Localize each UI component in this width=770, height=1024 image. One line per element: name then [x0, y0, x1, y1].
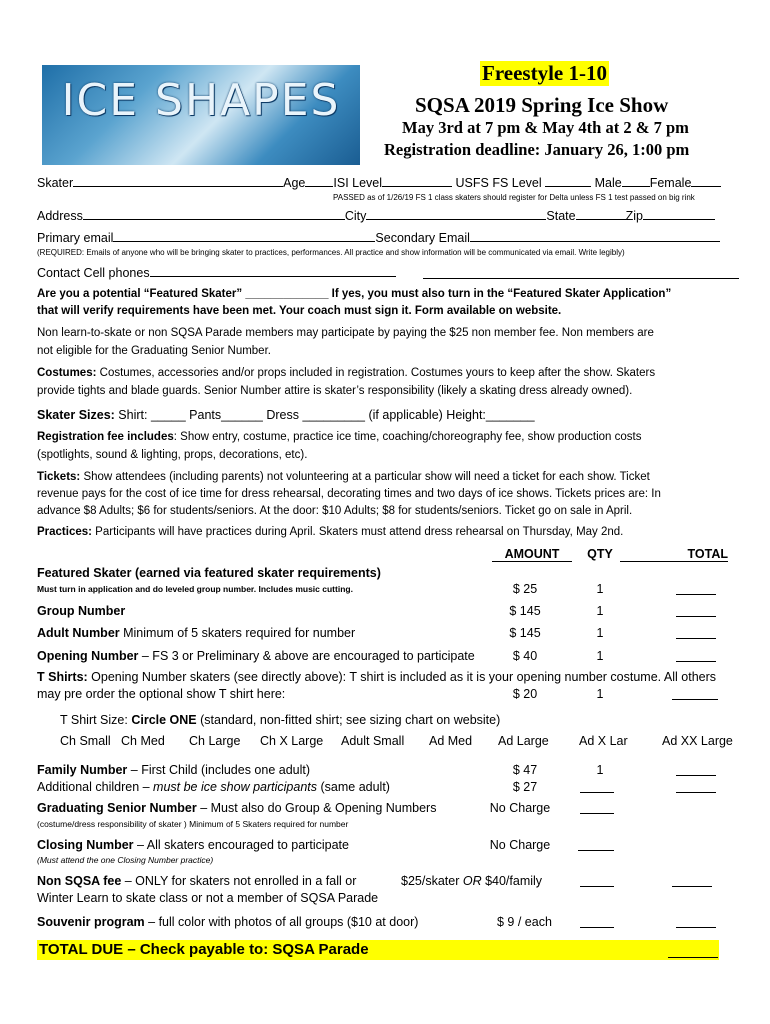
size-option[interactable]: Ad XX Large: [662, 734, 733, 748]
ice-shapes-logo: [42, 65, 360, 165]
registration-deadline: Registration deadline: January 26, 1:00 pm: [384, 140, 690, 159]
total-due-label: TOTAL DUE – Check payable to: SQSA Parade: [39, 941, 369, 958]
adult-qty: 1: [596, 626, 604, 640]
address-row: [37, 208, 715, 223]
closing-number-label: Closing Number: [37, 838, 134, 852]
primary-email-field[interactable]: [113, 230, 375, 242]
featured-qty: 1: [596, 582, 604, 596]
primary-email-label: Primary email: [37, 231, 114, 245]
isi-level-field[interactable]: [382, 175, 452, 187]
non-member-line2: not eligible for the Graduating Senior Number.: [37, 345, 271, 357]
non-sqsa-amount-post: $40/family: [481, 874, 543, 888]
tshirt-size-circle: Circle ONE: [131, 713, 197, 727]
grad-note: (costume/dress responsibility of skater ) Minimum of 5 Skaters required for number: [37, 819, 349, 829]
secondary-email-field[interactable]: [470, 230, 720, 242]
family-number-desc: – First Child (includes one adult): [127, 763, 311, 777]
featured-skater-label: Featured Skater (earned via featured skater requirements): [37, 566, 381, 580]
grad-senior-row: [37, 801, 436, 815]
closing-note: (Must attend the one Closing Number practice): [37, 855, 214, 865]
contact-cell-field-2[interactable]: [423, 278, 739, 279]
costumes-line1: [37, 367, 655, 379]
family-number-label: Family Number: [37, 763, 128, 777]
non-sqsa-total[interactable]: [672, 886, 712, 887]
size-option[interactable]: Ad Large: [498, 734, 549, 748]
contact-cell-label: Contact Cell phones: [37, 266, 150, 280]
tickets-line2: revenue pays for the cost of ice time for dress rehearsal, decorating times and two days of ice shows. Tickets prices are: In: [37, 488, 661, 500]
non-member-line1: Non learn-to-skate or non SQSA Parade members may participate by paying the $25 non member fee. Non members are: [37, 327, 654, 339]
state-field[interactable]: [576, 208, 626, 220]
page-title: SQSA 2019 Spring Ice Show: [415, 93, 669, 117]
non-sqsa-qty[interactable]: [580, 886, 614, 887]
tshirt-total[interactable]: [672, 699, 718, 700]
family-qty: 1: [596, 763, 604, 777]
tshirt-size-post: (standard, non-fitted shirt; see sizing chart on website): [196, 713, 501, 727]
group-total[interactable]: [676, 616, 716, 617]
contact-row: [37, 265, 396, 280]
tshirt-qty: 1: [596, 687, 604, 701]
email-row: [37, 230, 720, 245]
tshirt-label: T Shirts:: [37, 670, 88, 684]
passed-note: PASSED as of 1/26/19 FS 1 class skaters should register for Delta unless FS 1 test passed on big rink: [333, 193, 695, 202]
adult-number-row: [37, 626, 355, 640]
featured-question-line2: that will verify requirements have been met. Your coach must sign it. Form available on website.: [37, 305, 562, 317]
non-sqsa-amount: [401, 874, 542, 888]
featured-skater-note: Must turn in application and do leveled group number. Includes music cutting.: [37, 584, 353, 594]
additional-qty[interactable]: [580, 792, 614, 793]
male-field[interactable]: [622, 175, 650, 187]
female-label: Female: [649, 176, 692, 190]
souvenir-total[interactable]: [676, 927, 716, 928]
adult-amount: $ 145: [509, 626, 541, 640]
closing-qty[interactable]: [578, 850, 614, 851]
address-label: Address: [37, 209, 83, 223]
amount-header: AMOUNT: [492, 547, 572, 562]
size-option[interactable]: Ch Med: [121, 734, 165, 748]
opening-number-label: Opening Number: [37, 649, 139, 663]
additional-pre: Additional children –: [37, 780, 154, 794]
male-label: Male: [594, 176, 622, 190]
additional-amount: $ 27: [512, 780, 538, 794]
skater-label: Skater: [37, 176, 74, 190]
souvenir-row: [37, 915, 418, 929]
tshirt-row-line1: [37, 670, 716, 684]
opening-amount: $ 40: [512, 649, 538, 663]
size-option[interactable]: Ch Small: [60, 734, 111, 748]
contact-cell-field-1[interactable]: [150, 265, 396, 277]
reg-fee-line1: [37, 431, 641, 443]
tshirt-desc-2: may pre order the optional show T shirt here:: [37, 687, 286, 701]
souvenir-qty[interactable]: [580, 927, 614, 928]
opening-qty: 1: [596, 649, 604, 663]
additional-italic: must be ice show participants: [153, 780, 318, 794]
skater-row: [37, 175, 721, 190]
size-option[interactable]: Adult Small: [341, 734, 405, 748]
closing-number-desc: – All skaters encouraged to participate: [133, 838, 349, 852]
featured-question-line1: Are you a potential “Featured Skater” _____________ If yes, you must also turn in the “Featured Skater Application”: [37, 288, 672, 300]
additional-post: (same adult): [317, 780, 390, 794]
costumes-text-1: Costumes, accessories and/or props included in registration. Costumes yours to keep after the show. Skaters: [96, 367, 656, 379]
practices-text: Participants will have practices during April. Skaters must attend dress rehearsal on Thursday, May 2nd.: [91, 526, 624, 538]
logo-text: ICE SHAPES: [61, 75, 341, 126]
size-option[interactable]: Ch X Large: [260, 734, 324, 748]
secondary-email-label: Secondary Email: [375, 231, 470, 245]
adult-number-label: Adult Number: [37, 626, 120, 640]
isi-level-label: ISI Level: [333, 176, 383, 190]
tshirt-amount: $ 20: [512, 687, 538, 701]
tickets-text-1: Show attendees (including parents) not volunteering at a particular show will need a ticket for each show. Ticket: [80, 471, 650, 483]
group-number-label: Group Number: [37, 604, 126, 618]
practices-label: Practices:: [37, 526, 92, 538]
souvenir-amount: $ 9 / each: [497, 915, 552, 929]
tshirt-desc-1: Opening Number skaters (see directly above): T shirt is included as it is your opening number costume. All others: [87, 670, 717, 684]
female-field[interactable]: [691, 175, 721, 187]
adult-number-desc: Minimum of 5 skaters required for number: [119, 626, 356, 640]
opening-total[interactable]: [676, 661, 716, 662]
age-field[interactable]: [305, 175, 333, 187]
featured-total[interactable]: [676, 594, 716, 595]
non-sqsa-row: [37, 874, 356, 888]
additional-total[interactable]: [676, 792, 716, 793]
souvenir-label: Souvenir program: [37, 915, 145, 929]
zip-label: Zip: [625, 209, 643, 223]
non-sqsa-amount-or: OR: [462, 874, 482, 888]
tickets-line1: [37, 471, 650, 483]
total-header: TOTAL: [620, 547, 728, 562]
non-sqsa-label: Non SQSA fee: [37, 874, 122, 888]
non-sqsa-amount-pre: $25/skater: [401, 874, 463, 888]
skater-sizes-line: [37, 408, 535, 422]
opening-number-row: [37, 649, 475, 663]
family-amount: $ 47: [512, 763, 538, 777]
size-option[interactable]: Ch Large: [189, 734, 241, 748]
age-label: Age: [283, 176, 306, 190]
opening-number-desc: – FS 3 or Preliminary & above are encouraged to participate: [138, 649, 475, 663]
reg-fee-text-1: : Show entry, costume, practice ice time, coaching/choreography fee, show production costs: [173, 431, 642, 443]
closing-number-row: [37, 838, 349, 852]
group-amount: $ 145: [509, 604, 541, 618]
tickets-line3: advance $8 Adults; $6 for students/seniors. At the door: $10 Adults; $8 for students/seniors. Ticket go on sale in April.: [37, 505, 633, 517]
tshirt-size-line: [60, 713, 500, 727]
souvenir-desc: – full color with photos of all groups ($10 at door): [144, 915, 419, 929]
grad-senior-label: Graduating Senior Number: [37, 801, 197, 815]
tickets-label: Tickets:: [37, 471, 81, 483]
show-dates: May 3rd at 7 pm & May 4th at 2 & 7 pm: [402, 118, 689, 137]
skater-field[interactable]: [73, 175, 283, 187]
city-label: City: [344, 209, 367, 223]
grad-amount: No Charge: [489, 801, 551, 815]
featured-amount: $ 25: [512, 582, 538, 596]
grad-senior-desc: – Must also do Group & Opening Numbers: [196, 801, 437, 815]
usfs-level-label: USFS FS Level: [455, 176, 542, 190]
group-qty: 1: [596, 604, 604, 618]
state-label: State: [546, 209, 576, 223]
size-option[interactable]: Ad Med: [429, 734, 473, 748]
zip-field[interactable]: [643, 208, 715, 220]
costumes-label: Costumes:: [37, 367, 97, 379]
family-total[interactable]: [676, 775, 716, 776]
costumes-line2: provide tights and blade guards. Senior Number attire is skater’s responsibility (likely a skating dress already owned).: [37, 385, 633, 397]
adult-total[interactable]: [676, 638, 716, 639]
address-field[interactable]: [83, 208, 345, 220]
non-sqsa-desc-2: Winter Learn to skate class or not a member of SQSA Parade: [37, 891, 379, 905]
qty-header: QTY: [587, 547, 613, 561]
practices-line: [37, 526, 623, 538]
skater-sizes-label: Skater Sizes:: [37, 408, 115, 422]
additional-children-row: [37, 780, 390, 794]
reg-fee-line2: (spotlights, sound & lighting, props, decorations, etc).: [37, 449, 308, 461]
non-sqsa-desc-1: – ONLY for skaters not enrolled in a fall or: [121, 874, 357, 888]
grad-qty[interactable]: [580, 813, 614, 814]
event-type: Freestyle 1-10: [482, 61, 607, 85]
usfs-level-field[interactable]: [545, 175, 591, 187]
family-number-row: [37, 763, 310, 777]
size-option[interactable]: Ad X Lar: [579, 734, 628, 748]
tshirt-size-pre: T Shirt Size:: [60, 713, 132, 727]
reg-fee-label: Registration fee includes: [37, 431, 174, 443]
email-note: (REQUIRED: Emails of anyone who will be bringing skater to practices, performances. All practice and show information will be communicated via email. Write legibly): [37, 248, 625, 257]
closing-amount: No Charge: [489, 838, 551, 852]
total-due-field[interactable]: [668, 957, 718, 958]
city-field[interactable]: [366, 208, 546, 220]
skater-sizes-fields[interactable]: Shirt: _____ Pants______ Dress _________ (if applicable) Height:_______: [114, 408, 535, 422]
